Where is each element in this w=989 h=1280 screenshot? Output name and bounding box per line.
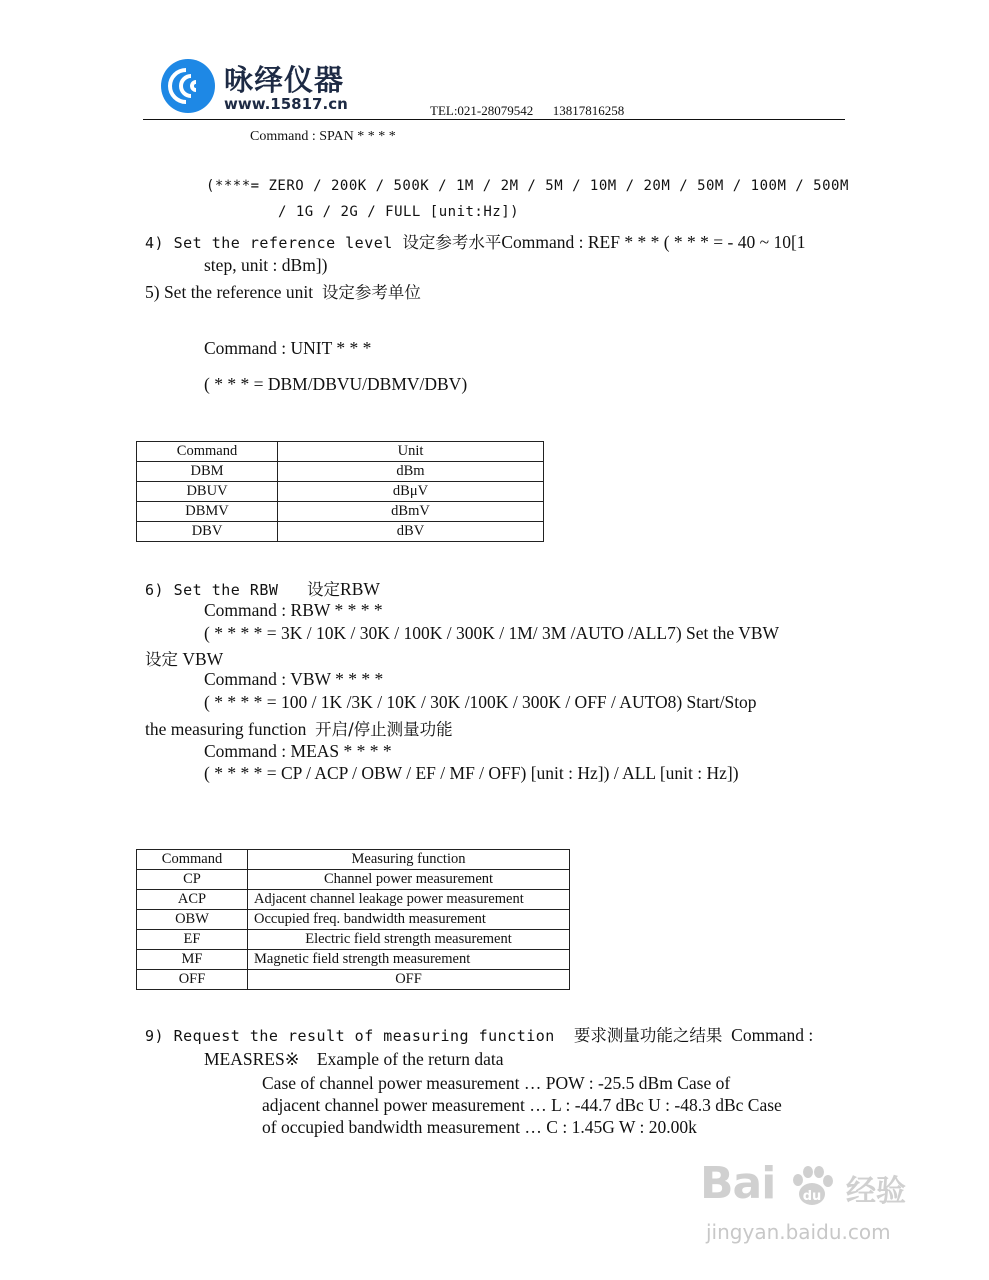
ref-level-command: Command : REF * * * ( * * * = - 40 ~ 10[1 xyxy=(501,232,806,252)
table-cell: OFF xyxy=(248,970,570,990)
table-header-cell: Unit xyxy=(278,442,544,462)
header-tel: TEL:021-28079542 13817816258 xyxy=(430,103,625,118)
measres-line: MEASRES※ Example of the return data xyxy=(204,1049,504,1069)
meas-title: the measuring function xyxy=(145,719,316,739)
table-cell: Electric field strength measurement xyxy=(248,930,570,950)
table-row xyxy=(137,870,570,890)
watermark-url: jingyan.baidu.com xyxy=(706,1220,891,1244)
table-cell: dBV xyxy=(278,522,544,542)
table-row xyxy=(137,910,570,930)
span-options-line2: / 1G / 2G / FULL [unit:Hz]) xyxy=(278,204,520,220)
ref-unit-title: 5) Set the reference unit xyxy=(145,282,322,302)
unit-options: ( * * * = DBM/DBVU/DBMV/DBV) xyxy=(204,374,468,394)
table-row xyxy=(137,522,544,542)
ref-level-cn: 设定参考水平 xyxy=(402,233,502,252)
table-row xyxy=(137,482,544,502)
rbw-cn: 设定 xyxy=(307,580,341,599)
example-line-3: of occupied bandwidth measurement … C : 1.45G W : 20.00k xyxy=(262,1117,697,1137)
table-cell: dBm xyxy=(278,462,544,482)
rbw-prefix: 6) Set the RBW xyxy=(145,581,308,599)
result-command: Command : xyxy=(722,1025,814,1045)
meas-cn: 开启/停止测量功能 xyxy=(315,720,453,739)
rbw-options: ( * * * * = 3K / 10K / 30K / 100K / 300K / 1M/ 3M /AUTO /ALL7) Set the VBW xyxy=(204,623,780,643)
ref-unit-cn: 设定参考单位 xyxy=(321,283,421,302)
table-header-cell: Measuring function xyxy=(248,850,570,870)
example-line-1: Case of channel power measurement … POW : -25.5 dBm Case of xyxy=(262,1073,731,1093)
span-options-line1: (****= ZERO / 200K / 500K / 1M / 2M / 5M / 10M / 20M / 50M / 100M / 500M xyxy=(206,178,849,194)
table-row xyxy=(137,890,570,910)
table-cell: dBμV xyxy=(278,482,544,502)
table-cell: dBmV xyxy=(278,502,544,522)
span-command: Command : SPAN * * * * xyxy=(250,129,396,144)
watermark-logo: Bai xyxy=(700,1158,776,1209)
table-cell: Occupied freq. bandwidth measurement xyxy=(248,910,570,930)
table-cell: DBV xyxy=(137,522,278,542)
table-cell: EF xyxy=(137,930,248,950)
result-title-line xyxy=(145,1022,813,1046)
unit-command: Command : UNIT * * * xyxy=(204,338,372,358)
paw-icon xyxy=(788,1162,836,1210)
vbw-options: ( * * * * = 100 / 1K /3K / 10K / 30K /100K / 300K / OFF / AUTO8) Start/Stop xyxy=(204,692,757,712)
watermark-cn: 经验 xyxy=(846,1174,906,1209)
ref-level-prefix: 4) Set the reference level xyxy=(145,234,403,252)
vbw-command: Command : VBW * * * * xyxy=(204,669,384,689)
table-cell: OFF xyxy=(137,970,248,990)
rbw-command: Command : RBW * * * * xyxy=(204,600,383,620)
table-row xyxy=(137,970,570,990)
ref-level-line xyxy=(145,229,806,253)
table-row xyxy=(137,502,544,522)
meas-title-line xyxy=(145,716,453,740)
table-cell: CP xyxy=(137,870,248,890)
company-name: 咏绎仪器 xyxy=(224,63,345,97)
table-cell: DBM xyxy=(137,462,278,482)
meas-options: ( * * * * = CP / ACP / OBW / EF / MF / OFF) [unit : Hz]) / ALL [unit : Hz]) xyxy=(204,763,739,783)
table-row xyxy=(137,950,570,970)
ref-level-continued: step, unit : dBm]) xyxy=(204,255,328,275)
table-row xyxy=(137,930,570,950)
table-cell: DBUV xyxy=(137,482,278,502)
table-header-cell: Command xyxy=(137,850,248,870)
meas-command: Command : MEAS * * * * xyxy=(204,741,392,761)
table-cell: Adjacent channel leakage power measurement xyxy=(248,890,570,910)
table-header-cell: Command xyxy=(137,442,278,462)
table-cell: OBW xyxy=(137,910,248,930)
table-cell: Magnetic field strength measurement xyxy=(248,950,570,970)
watermark-du: du xyxy=(802,1189,822,1204)
baidu-watermark xyxy=(700,1158,940,1268)
rbw-suffix: RBW xyxy=(340,579,380,599)
vbw-cn: 设定 xyxy=(145,650,178,669)
table-cell: ACP xyxy=(137,890,248,910)
vbw-title-line xyxy=(145,646,223,670)
ref-unit-line xyxy=(145,279,421,303)
result-cn: 要求测量功能之结果 xyxy=(573,1026,723,1045)
vbw-suffix: VBW xyxy=(178,649,224,669)
example-line-2: adjacent channel power measurement … L : -44.7 dBc U : -48.3 dBc Case xyxy=(262,1095,782,1115)
meas-table xyxy=(136,849,570,990)
table-row xyxy=(137,462,544,482)
result-prefix: 9) Request the result of measuring function xyxy=(145,1027,574,1045)
company-logo-icon xyxy=(160,58,216,114)
table-cell: DBMV xyxy=(137,502,278,522)
table-cell: MF xyxy=(137,950,248,970)
unit-table xyxy=(136,441,544,542)
table-header-row xyxy=(137,442,544,462)
company-url: www.15817.cn xyxy=(224,95,348,113)
rbw-title-line xyxy=(145,576,380,600)
header-divider xyxy=(143,119,845,120)
table-header-row xyxy=(137,850,570,870)
table-cell: Channel power measurement xyxy=(248,870,570,890)
